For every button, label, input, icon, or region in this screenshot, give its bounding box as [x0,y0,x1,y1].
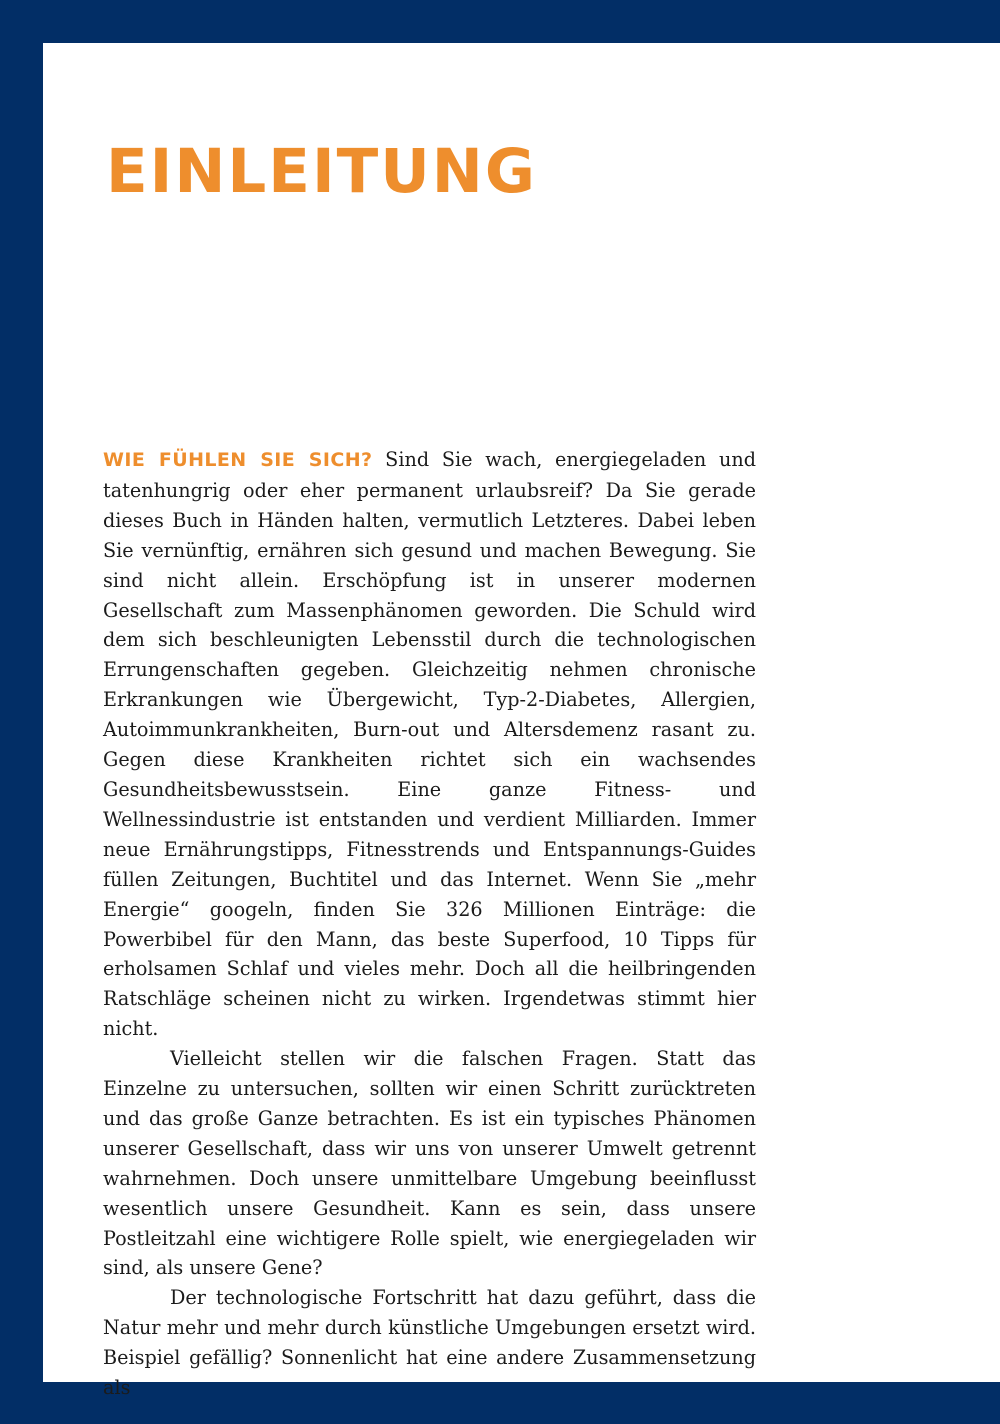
paragraph-2: Vielleicht stellen wir die falschen Fragen. Statt das Einzelne zu untersuchen, sollten wir einen Schritt zurücktreten und das große Ganze betrachten. Es ist ein typisches Phänomen unserer Gesellschaft, dass wir uns von unserer Umwelt getrennt wahrnehmen. Doch unsere unmittelbare Umgebung beeinflusst wesentlich unsere Gesundheit. Kann es sein, dass unsere Postleitzahl eine wichtigere Rolle spielt, wie energiegeladen wir sind, als unsere Gene? [103,1047,756,1280]
page-frame-left [0,0,43,1424]
chapter-title: EINLEITUNG [106,136,537,207]
paragraph-3: Der technologische Fortschritt hat dazu geführt, dass die Natur mehr und mehr durch künstliche Umgebungen ersetzt wird. Beispiel gefällig? Sonnenlicht hat eine andere Zusammensetzung als [103,1286,756,1400]
page-frame-top [0,0,1000,43]
paragraph-1 [103,445,756,1044]
body-text [103,445,756,1403]
lead-in: WIE FÜHLEN SIE SICH? [103,449,373,471]
paragraph-1-text: Sind Sie wach, energiegeladen und tatenhungrig oder eher permanent urlaubsreif? Da Sie gerade dieses Buch in Händen halten, vermutlich Letzteres. Dabei leben Sie vernünftig, ernähren sich gesund und machen Bewegung. Sie sind nicht allein. Erschöpfung ist in unserer modernen Gesellschaft zum Massenphänomen geworden. Die Schuld wird dem sich beschleunigten Lebensstil durch die technologischen Errungenschaften gegeben. Gleichzeitig nehmen chronische Erkrankungen wie Übergewicht, Typ-2-Diabetes, Allergien, Autoimmunkrankheiten, Burn-out und Altersdemenz rasant zu. Gegen diese Krankheiten richtet sich ein wachsendes Gesundheitsbewusstsein. Eine ganze Fitness- und Wellnessindustrie ist entstanden und verdient Milliarden. Immer neue Ernährungstipps, Fitnesstrends und Entspannungs-Guides füllen Zeitungen, Buchtitel und das Internet. Wenn Sie „mehr Energie“ googeln, finden Sie 326 Millionen Einträge: die Powerbibel für den Mann, das beste Superfood, 10 Tipps für erholsamen Schlaf und vieles mehr. Doch all die heilbringenden Ratschläge scheinen nicht zu wirken. Irgendetwas stimmt hier nicht. [103,448,757,1041]
